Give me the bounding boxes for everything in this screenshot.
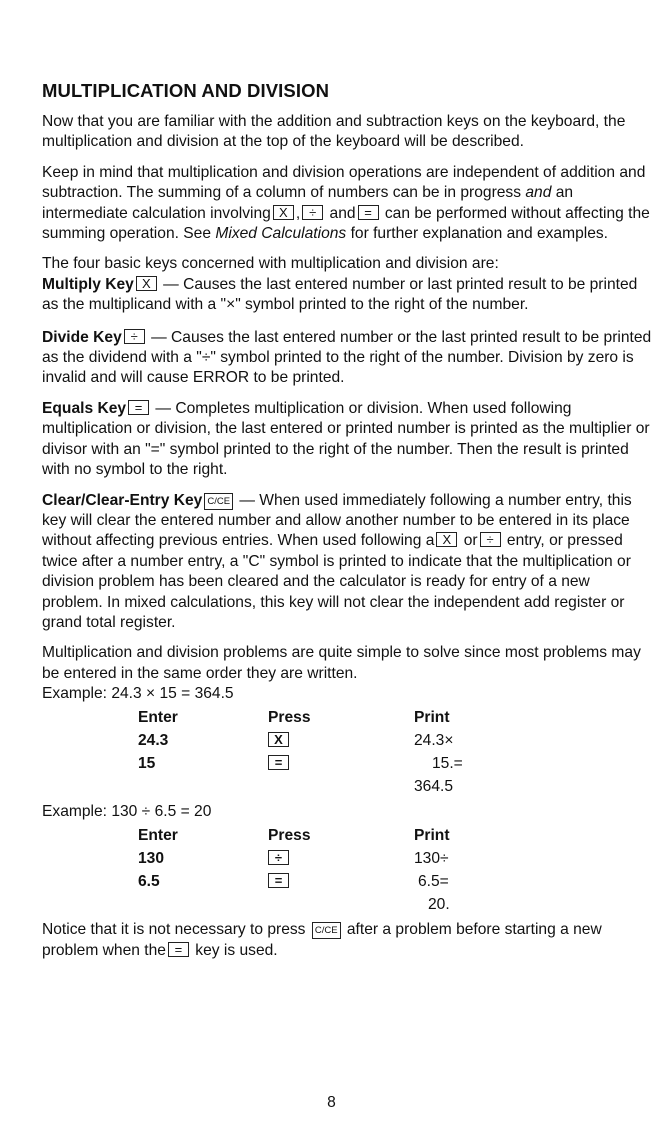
equals-key-icon: = bbox=[268, 755, 289, 770]
example-1-header-row bbox=[42, 706, 512, 729]
press-value bbox=[268, 893, 414, 916]
section-heading: MULTIPLICATION AND DIVISION bbox=[42, 80, 330, 101]
press-header: Press bbox=[268, 826, 311, 844]
enter-value bbox=[138, 775, 268, 798]
independence-text-3: can be performed without affecting the summing operation. See bbox=[42, 204, 650, 243]
equals-key-icon: = bbox=[168, 942, 189, 957]
notice-paragraph bbox=[42, 920, 652, 961]
manual-page bbox=[42, 80, 652, 971]
example-1-table bbox=[42, 706, 512, 798]
notice-text-1: Notice that it is not necessary to press bbox=[42, 921, 306, 939]
press-header: Press bbox=[268, 708, 311, 726]
divide-key-text: — Causes the last entered number or the last printed result to be printed as the dividend with a "÷" symbol printed to the right of the number. Division by zero is invalid and will cause ERROR to be printed. bbox=[42, 328, 652, 387]
comma-text: , bbox=[295, 204, 301, 222]
table-row bbox=[42, 870, 508, 893]
and-text: and bbox=[325, 204, 356, 222]
multiply-key-icon: X bbox=[268, 732, 289, 747]
table-row bbox=[42, 729, 512, 752]
equals-paragraph bbox=[42, 399, 652, 481]
multiply-key-icon: X bbox=[436, 532, 457, 547]
print-header: Print bbox=[414, 708, 450, 726]
example-2-title: Example: 130 ÷ 6.5 = 20 bbox=[42, 803, 212, 821]
example-2-header-row bbox=[42, 824, 508, 847]
print-value: 15.= bbox=[432, 754, 463, 772]
print-value: 6.5= bbox=[418, 872, 449, 890]
equals-key-label: Equals Key bbox=[42, 399, 127, 417]
clear-key-text-2: entry, or pressed twice after a number entry, a "C" symbol is printed to indicate that the multiplication or division problem has been cleared and the calculator is ready for entry of a new problem. In mixed calculations, this key will not clear the independent add register or grand total register. bbox=[42, 532, 631, 631]
table-row bbox=[42, 893, 508, 916]
divide-key-icon: ÷ bbox=[268, 850, 289, 865]
enter-header: Enter bbox=[138, 826, 178, 844]
multiply-key-label: Multiply Key bbox=[42, 275, 134, 293]
and-italic: and bbox=[525, 184, 552, 202]
print-value: 130÷ bbox=[414, 849, 449, 867]
clear-entry-key-icon: C/CE bbox=[204, 493, 233, 510]
page-number: 8 bbox=[327, 1094, 336, 1111]
table-row bbox=[42, 775, 512, 798]
example-1-title: Example: 24.3 × 15 = 364.5 bbox=[42, 685, 234, 703]
divide-key-icon: ÷ bbox=[480, 532, 501, 547]
equals-key-text: — Completes multiplication or division. When used following multiplication or division, the last entered or printed number is printed as the multiplier or divisor with an "=" symbol printed to the right of the number. Then the result is printed with no symbol to the right. bbox=[42, 399, 650, 479]
multiply-key-text: — Causes the last entered number or last printed result to be printed as the multiplicand with a "×" symbol printed to the right of the number. bbox=[42, 275, 638, 314]
divide-key-icon: ÷ bbox=[124, 329, 145, 344]
mixed-calculations-italic: Mixed Calculations bbox=[215, 225, 347, 243]
enter-value: 130 bbox=[138, 849, 165, 867]
table-row bbox=[42, 847, 508, 870]
enter-header: Enter bbox=[138, 708, 178, 726]
enter-value bbox=[138, 893, 268, 916]
notice-text-3: key is used. bbox=[190, 941, 278, 959]
print-header: Print bbox=[414, 826, 450, 844]
print-value: 20. bbox=[428, 895, 450, 913]
simple-paragraph bbox=[42, 643, 652, 684]
clear-key-text-1: — When used immediately following a number entry, this key will clear the entered number and allow another number to be entered in its place without affecting previous entries. When used following a bbox=[42, 491, 632, 550]
print-value: 24.3× bbox=[414, 731, 454, 749]
or-text: or bbox=[459, 532, 478, 550]
equals-key-icon: = bbox=[268, 873, 289, 888]
enter-value: 24.3 bbox=[138, 731, 169, 749]
enter-value: 6.5 bbox=[138, 872, 160, 890]
four-keys-paragraph bbox=[42, 254, 652, 315]
notice-text-2: after a problem before starting a new problem when the bbox=[42, 921, 602, 959]
divide-key-icon: ÷ bbox=[302, 205, 323, 220]
example-2-table bbox=[42, 824, 508, 916]
table-row bbox=[42, 752, 512, 775]
four-keys-text: The four basic keys concerned with multiplication and division are: bbox=[42, 255, 499, 273]
press-value bbox=[268, 775, 414, 798]
print-value: 364.5 bbox=[414, 777, 454, 795]
clear-entry-key-icon: C/CE bbox=[312, 922, 341, 939]
equals-key-icon: = bbox=[128, 400, 149, 415]
simple-text: Multiplication and division problems are quite simple to solve since most problems may be entered in the same order they are written. bbox=[42, 644, 641, 682]
multiply-key-icon: X bbox=[136, 276, 157, 291]
independence-text-4: for further explanation and examples. bbox=[346, 225, 609, 243]
independence-text-2: an intermediate calculation involving bbox=[42, 184, 574, 222]
divide-paragraph bbox=[42, 328, 652, 389]
clear-paragraph bbox=[42, 491, 652, 634]
independence-text-1: Keep in mind that multiplication and division operations are independent of addition and subtraction. The summing of a column of numbers can be in progress bbox=[42, 163, 646, 202]
clear-key-label: Clear/Clear-Entry Key bbox=[42, 491, 203, 509]
multiply-key-icon: X bbox=[273, 205, 294, 220]
enter-value: 15 bbox=[138, 754, 156, 772]
divide-key-label: Divide Key bbox=[42, 328, 122, 346]
equals-key-icon: = bbox=[358, 205, 379, 220]
intro-paragraph: Now that you are familiar with the addition and subtraction keys on the keyboard, the multiplication and division at the top of the keyboard will be described. bbox=[42, 113, 626, 151]
independence-paragraph bbox=[42, 163, 652, 245]
